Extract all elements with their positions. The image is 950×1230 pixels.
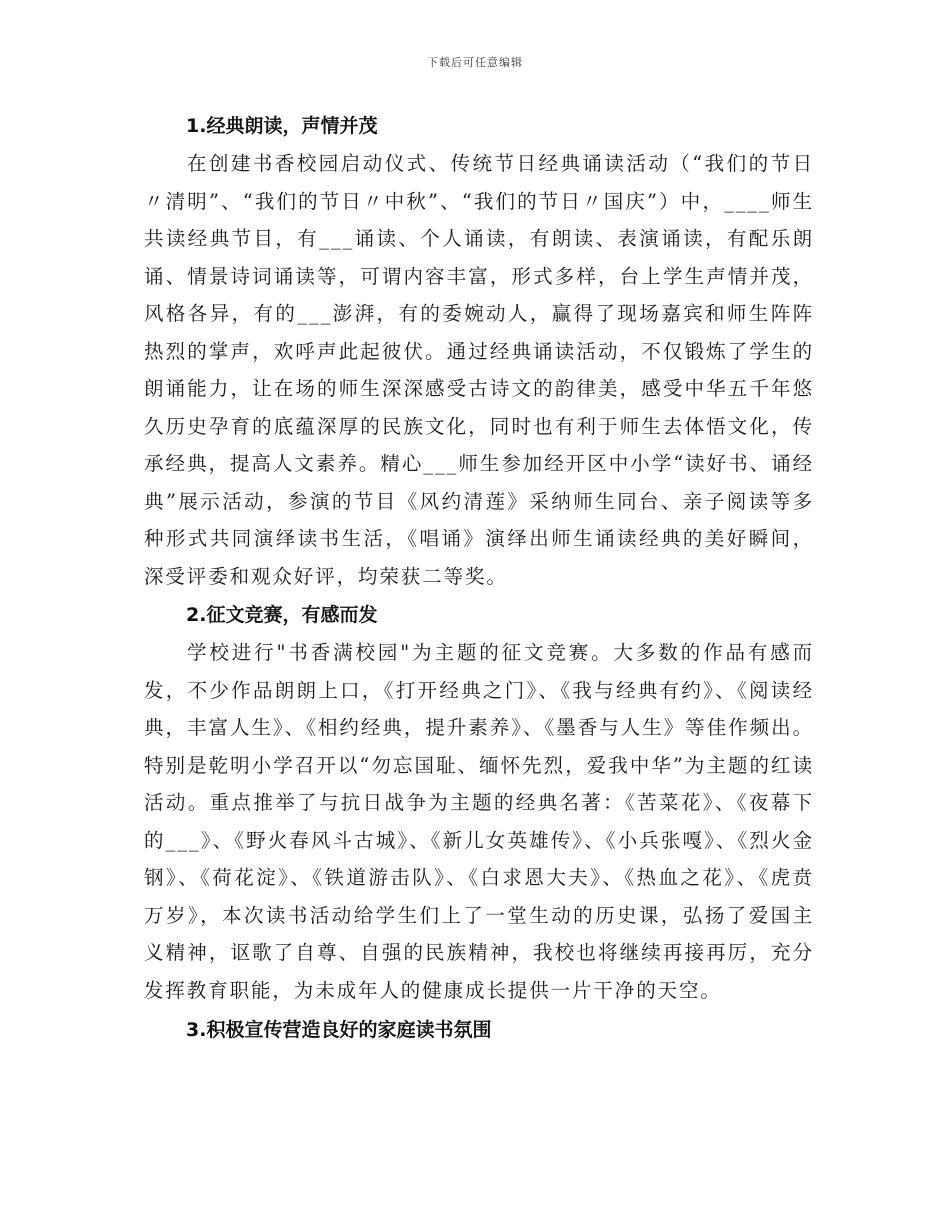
section-1-paragraph: 在创建书香校园启动仪式、传统节日经典诵读活动（“我们的节日〃清明”、“我们的节日〃中秋”、“我们的节日〃国庆”）中，____师生共读经典节目，有___诵读、个人诵读，有朗读、表演诵读，有配乐朗诵、情景诗词诵读等，可谓内容丰富，形式多样，台上学生声情并茂，风格各异，有的___澎湃，有的委婉动人，赢得了现场嘉宾和师生阵阵热烈的掌声，欢呼声此起彼伏。通过经典诵读活动，不仅锻炼了学生的朗诵能力，让在场的师生深深感受古诗文的韵律美，感受中华五千年悠久历史孕育的底蕴深厚的民族文化，同时也有利于师生去体悟文化，传承经典，提高人文素养。精心___师生参加经开区中小学“读好书、诵经典”展示活动，参演的节目《风约清莲》采纳师生同台、亲子阅读等多种形式共同演绎读书生活，《唱诵》演绎出师生诵读经典的美好瞬间，深受评委和观众好评，均荣获二等奖。 — [144, 152, 814, 588]
document-body — [144, 108, 814, 1049]
section-1-heading: 1.经典朗读，声情并茂 — [186, 115, 378, 137]
page-header: 下载后可任意编辑 — [427, 56, 523, 69]
section-2-paragraph: 学校进行"书香满校园"为主题的征文竞赛。大多数的作品有感而发，不少作品朗朗上口，《打开经典之门》、《我与经典有约》、《阅读经典，丰富人生》、《相约经典，提升素养》、《墨香与人生》等佳作频出。特别是乾明小学召开以“勿忘国耻、缅怀先烈，爱我中华”为主题的红读活动。重点推举了与抗日战争为主题的经典名著：《苦菜花》、《夜幕下的___》、《野火春风斗古城》、《新儿女英雄传》、《小兵张嘎》、《烈火金钢》、《荷花淀》、《铁道游击队》、《白求恩大夫》、《热血之花》、《虎贲万岁》，本次读书活动给学生们上了一堂生动的历史课，弘扬了爱国主义精神，讴歌了自尊、自强的民族精神，我校也将继续再接再厉，充分发挥教育职能，为未成年人的健康成长提供一片干净的天空。 — [144, 641, 814, 1002]
section-2-heading: 2.征文竞赛，有感而发 — [186, 604, 378, 626]
section-3-heading: 3.积极宣传营造良好的家庭读书氛围 — [186, 1019, 492, 1041]
